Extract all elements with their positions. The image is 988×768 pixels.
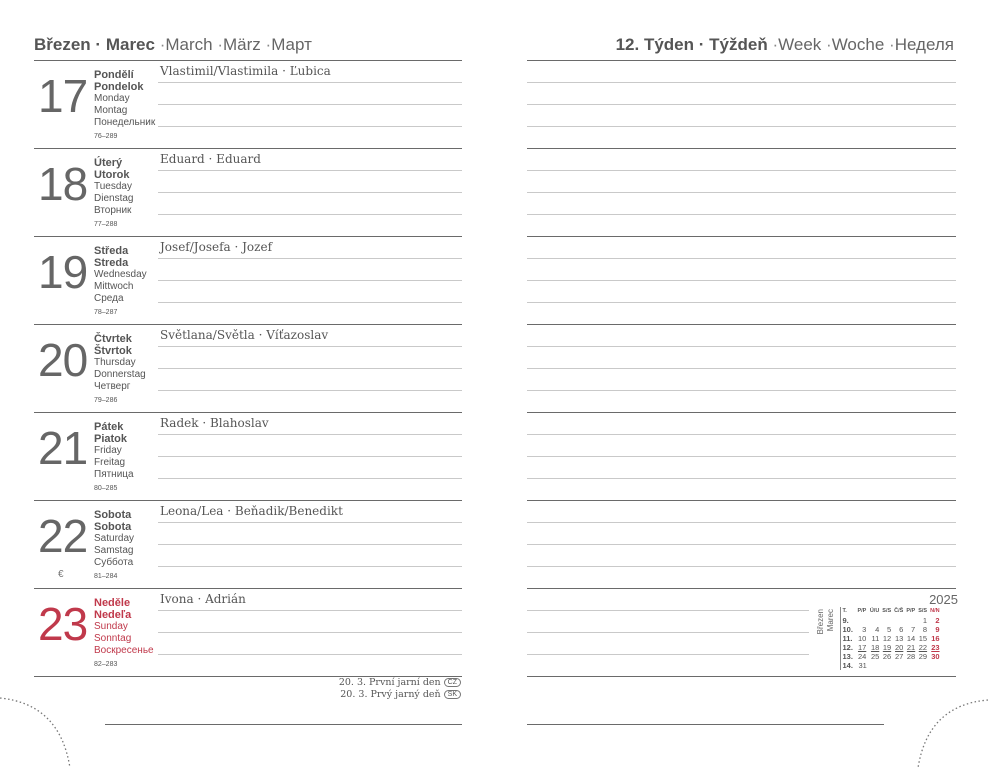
mini-calendar-day: 1	[922, 616, 928, 625]
mini-calendar-day: 9	[935, 625, 940, 634]
writing-line-right	[527, 368, 956, 369]
writing-line-left	[158, 610, 462, 611]
mini-calendar-day: 10	[857, 634, 867, 643]
writing-line-left	[158, 104, 462, 105]
day-code: 76–289	[94, 133, 118, 140]
holiday-sk	[340, 689, 461, 700]
name-days: Radek · Blahoslav	[160, 416, 269, 430]
writing-line-left	[158, 346, 462, 347]
day-name-de: Freitag	[94, 457, 126, 468]
mini-calendar-weekday: S/S	[918, 608, 928, 614]
mini-calendar-day: 22	[918, 643, 928, 652]
day-name-de: Dienstag	[94, 193, 134, 204]
writing-line-right	[527, 104, 956, 105]
mini-calendar-day: 29	[918, 652, 928, 661]
day-names	[94, 421, 134, 495]
mini-calendar-day: 11	[871, 634, 880, 643]
day-name-de: Donnerstag	[94, 369, 146, 380]
day-number: 20	[38, 334, 88, 386]
mini-calendar-year: 2025	[929, 592, 958, 607]
mini-calendar-day: 15	[918, 634, 928, 643]
day-number: 18	[38, 158, 88, 210]
mini-calendar-week-number: 14.	[842, 661, 853, 670]
mini-calendar-day: 12	[882, 634, 892, 643]
writing-line-left	[158, 368, 462, 369]
day-divider-right	[527, 60, 956, 61]
mini-calendar-day	[905, 661, 917, 670]
mini-calendar-day: 13	[895, 634, 904, 643]
mini-calendar-weekday: S/S	[882, 608, 892, 614]
mini-calendar-week-number: 13.	[842, 652, 853, 661]
mini-calendar-day: 23	[931, 643, 940, 652]
mini-calendar-week-row	[841, 643, 942, 652]
mini-calendar-weekday: P/P	[857, 608, 867, 614]
mini-calendar-day: 3	[862, 625, 867, 634]
day-divider-right	[527, 412, 956, 413]
day-name-sk: Štvrtok	[94, 345, 132, 357]
mini-calendar-weekday: N/N	[930, 608, 940, 614]
mini-calendar-day	[881, 616, 893, 625]
mini-calendar-day: 7	[911, 625, 916, 634]
day-name-en: Tuesday	[94, 181, 132, 192]
mini-calendar-day	[905, 616, 917, 625]
day-divider-right	[527, 324, 956, 325]
day-code: 80–285	[94, 485, 118, 492]
mini-calendar-month	[816, 609, 838, 659]
mini-calendar-day: 2	[935, 616, 940, 625]
country-badge: SK	[444, 690, 461, 699]
day-names	[94, 245, 147, 319]
writing-line-right	[527, 302, 956, 303]
day-divider-left	[34, 60, 462, 61]
mini-calendar-week-number: 9.	[842, 616, 849, 625]
mini-calendar-day: 14	[906, 634, 916, 643]
mini-calendar-day: 16	[931, 634, 940, 643]
day-name-en: Sunday	[94, 621, 128, 632]
mini-calendar-day	[868, 661, 880, 670]
writing-line-left	[158, 126, 462, 127]
day-name-ru: Среда	[94, 293, 124, 304]
country-badge: CZ	[444, 678, 461, 687]
writing-line-left	[158, 302, 462, 303]
day-name-ru: Вторник	[94, 205, 132, 216]
day-name-en: Saturday	[94, 533, 135, 544]
day-name-en: Friday	[94, 445, 122, 456]
holiday-text: 20. 3. Prvý jarný deň	[340, 689, 441, 700]
mini-calendar-day: 27	[895, 652, 904, 661]
day-name-de: Sonntag	[94, 633, 132, 644]
day-code: 77–288	[94, 221, 118, 228]
day-names	[94, 333, 146, 407]
mini-calendar-day	[893, 616, 905, 625]
mini-calendar-day	[893, 661, 905, 670]
week-ru: Неделя	[894, 35, 954, 54]
day-divider-right	[527, 500, 956, 501]
mini-calendar-day	[868, 616, 880, 625]
writing-line-right	[527, 390, 956, 391]
writing-line-right	[527, 170, 956, 171]
mini-calendar-day: 5	[887, 625, 892, 634]
mini-calendar-week-number: 11.	[842, 634, 853, 643]
writing-line-left	[158, 170, 462, 171]
writing-line-right	[527, 478, 956, 479]
mini-calendar-day: 20	[895, 643, 904, 652]
page-corner-arc-left	[0, 690, 80, 768]
header-dot: ·	[265, 35, 272, 54]
day-name-cs: Úterý	[94, 157, 123, 169]
writing-line-left	[158, 214, 462, 215]
writing-line-right	[527, 214, 956, 215]
day-name-sk: Sobota	[94, 521, 132, 533]
day-name-cs: Neděle	[94, 597, 131, 609]
month-ru: Март	[271, 35, 312, 54]
writing-line-left	[158, 478, 462, 479]
day-name-sk: Utorok	[94, 169, 130, 181]
day-number: 22	[38, 510, 88, 562]
mini-calendar-weekday: Ú/U	[869, 608, 880, 614]
bottom-line-right	[527, 724, 884, 725]
writing-line-left	[158, 280, 462, 281]
day-code: 82–283	[94, 661, 118, 668]
week-en: Week	[778, 35, 822, 54]
mini-calendar-day	[917, 661, 929, 670]
day-name-de: Samstag	[94, 545, 134, 556]
euro-icon: €	[58, 569, 64, 580]
writing-line-right	[527, 192, 956, 193]
day-name-cs: Pátek	[94, 421, 124, 433]
month-sk: Marec	[105, 35, 155, 54]
day-names	[94, 157, 133, 231]
day-name-ru: Пятница	[94, 469, 134, 480]
mini-calendar-grid	[840, 607, 942, 670]
writing-line-right	[527, 258, 956, 259]
writing-line-left	[158, 632, 462, 633]
header-dot: ·	[698, 35, 705, 54]
mini-calendar-day: 6	[899, 625, 904, 634]
holiday-text: 20. 3. První jarní den	[338, 677, 441, 688]
name-days: Leona/Lea · Beňadik/Benedikt	[160, 504, 343, 518]
bottom-line-left	[105, 724, 462, 725]
month-header	[34, 35, 312, 55]
mini-calendar-week-row	[841, 616, 942, 625]
mini-calendar-day	[881, 661, 893, 670]
day-name-cs: Sobota	[94, 509, 132, 521]
mini-calendar-day: 8	[922, 625, 928, 634]
writing-line-right	[527, 82, 956, 83]
day-divider-right	[527, 236, 956, 237]
mini-calendar-day: 19	[882, 643, 892, 652]
day-name-de: Montag	[94, 105, 128, 116]
header-dot: ·	[159, 35, 166, 54]
mini-calendar-day: 24	[857, 652, 867, 661]
day-name-cs: Čtvrtek	[94, 333, 132, 345]
mini-calendar-day: 28	[906, 652, 916, 661]
day-divider-left	[34, 412, 462, 413]
writing-line-right	[527, 566, 956, 567]
mini-calendar-week-row	[841, 625, 942, 634]
writing-line-right	[527, 126, 956, 127]
day-name-ru: Воскресенье	[94, 645, 154, 656]
day-code: 81–284	[94, 573, 118, 580]
day-name-en: Thursday	[94, 357, 136, 368]
day-name-ru: Суббота	[94, 557, 134, 568]
writing-line-right	[527, 346, 956, 347]
mini-calendar-weekday: P/P	[906, 608, 916, 614]
week-sk: Týždeň	[709, 35, 768, 54]
mini-calendar-week-row	[841, 652, 942, 661]
writing-line-left	[158, 522, 462, 523]
header-dot: ·	[889, 35, 895, 54]
mini-calendar-day: 30	[931, 652, 940, 661]
mini-calendar-day	[929, 661, 941, 670]
header-dot: ·	[95, 35, 102, 54]
day-name-cs: Pondělí	[94, 69, 134, 81]
day-divider-left	[34, 324, 462, 325]
mini-calendar-month-sk: Marec	[826, 609, 835, 632]
mini-calendar-day	[856, 616, 868, 625]
writing-line-right	[527, 610, 809, 611]
name-days: Ivona · Adrián	[160, 592, 246, 606]
day-divider-left	[34, 148, 462, 149]
day-name-cs: Středa	[94, 245, 129, 257]
page-corner-arc-right	[908, 695, 988, 768]
day-name-sk: Streda	[94, 257, 129, 269]
name-days: Eduard · Eduard	[160, 152, 261, 166]
day-number: 19	[38, 246, 88, 298]
mini-calendar-day: 25	[870, 652, 880, 661]
writing-line-left	[158, 258, 462, 259]
week-header	[616, 35, 954, 55]
day-name-sk: Nedeľa	[94, 609, 132, 621]
writing-line-left	[158, 192, 462, 193]
mini-calendar-day: 18	[870, 643, 880, 652]
day-divider-right	[527, 148, 956, 149]
writing-line-left	[158, 390, 462, 391]
mini-calendar-day: 21	[906, 643, 916, 652]
day-names	[94, 597, 154, 671]
header-dot: ·	[826, 35, 832, 54]
writing-line-left	[158, 456, 462, 457]
writing-line-left	[158, 82, 462, 83]
day-divider-left	[34, 236, 462, 237]
day-number: 23	[38, 598, 88, 650]
day-name-ru: Понедельник	[94, 117, 156, 128]
day-code: 79–286	[94, 397, 118, 404]
name-days: Josef/Josefa · Jozef	[160, 240, 273, 254]
day-name-ru: Четверг	[94, 381, 131, 392]
mini-calendar-weekday: Č/Š	[894, 608, 904, 614]
month-cs: Březen	[34, 35, 91, 54]
day-divider-left	[34, 500, 462, 501]
mini-calendar-day: 4	[875, 625, 880, 634]
writing-line-left	[158, 566, 462, 567]
header-dot: ·	[217, 35, 224, 54]
mini-calendar-day: 26	[882, 652, 892, 661]
header-dot: ·	[772, 35, 779, 54]
mini-calendar-week-header: T.	[842, 608, 847, 614]
day-name-en: Wednesday	[94, 269, 147, 280]
writing-line-right	[527, 522, 956, 523]
month-en: March	[165, 35, 213, 54]
day-number: 21	[38, 422, 88, 474]
writing-line-right	[527, 456, 956, 457]
mini-calendar-week-number: 12.	[842, 643, 853, 652]
day-divider-right	[527, 676, 956, 677]
mini-calendar-week-row	[841, 634, 942, 643]
day-names	[94, 69, 155, 143]
writing-line-left	[158, 544, 462, 545]
month-de: März	[223, 35, 261, 54]
day-code: 78–287	[94, 309, 118, 316]
mini-calendar-month-cs: Březen	[816, 609, 825, 635]
week-cs: 12. Týden	[615, 35, 695, 54]
writing-line-right	[527, 544, 956, 545]
day-name-sk: Piatok	[94, 433, 128, 445]
name-days: Vlastimil/Vlastimila · Ľubica	[160, 64, 331, 78]
day-divider-right	[527, 588, 956, 589]
mini-calendar-day: 31	[858, 661, 867, 670]
day-name-de: Mittwoch	[94, 281, 134, 292]
day-name-sk: Pondelok	[94, 81, 144, 93]
mini-calendar-day: 17	[857, 643, 867, 652]
writing-line-right	[527, 654, 809, 655]
writing-line-left	[158, 434, 462, 435]
mini-calendar-week-row	[841, 661, 942, 670]
day-number: 17	[38, 70, 88, 122]
day-name-en: Monday	[94, 93, 130, 104]
week-de: Woche	[831, 35, 885, 54]
writing-line-left	[158, 654, 462, 655]
mini-calendar-week-number: 10.	[842, 625, 853, 634]
writing-line-right	[527, 434, 956, 435]
holiday-cz	[339, 677, 461, 688]
writing-line-right	[527, 632, 809, 633]
day-names	[94, 509, 134, 583]
name-days: Světlana/Světla · Víťazoslav	[160, 328, 329, 342]
writing-line-right	[527, 280, 956, 281]
day-divider-left	[34, 588, 462, 589]
